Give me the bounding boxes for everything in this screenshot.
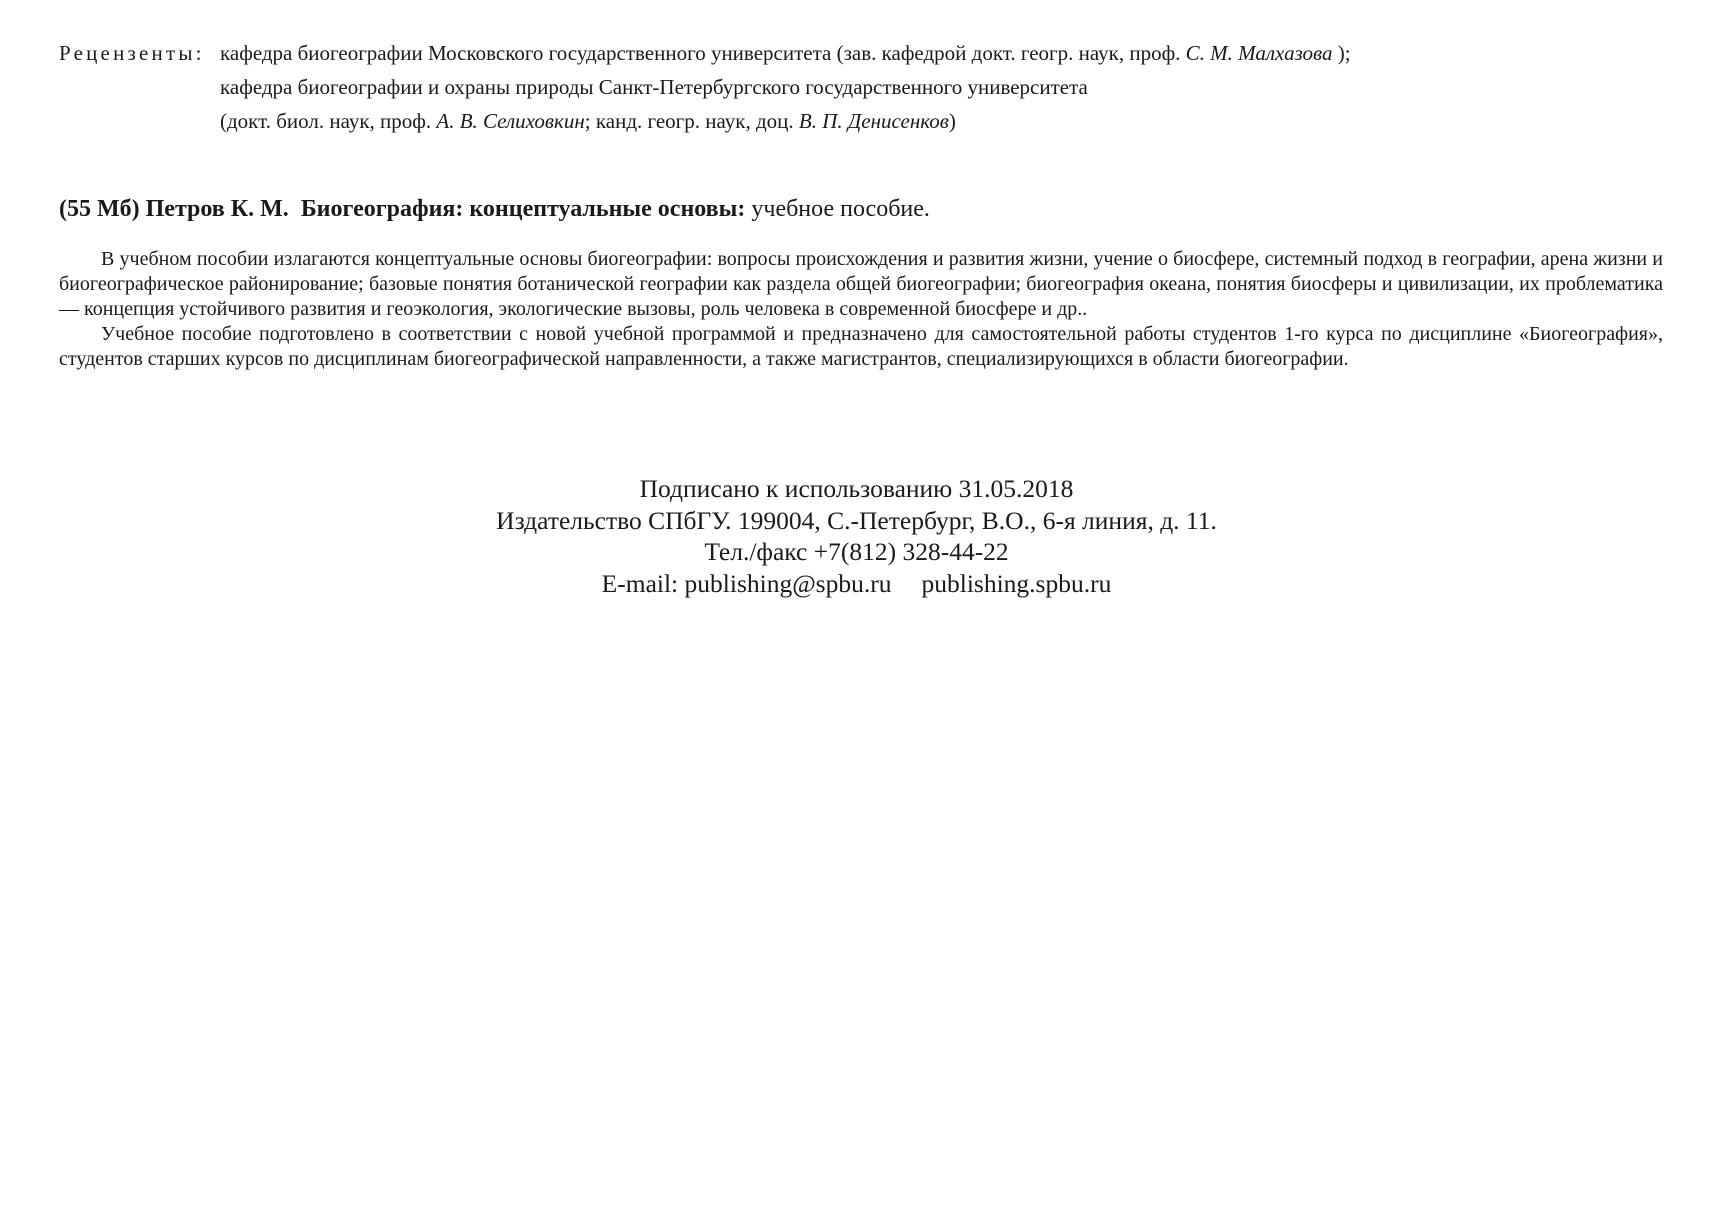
abstract [59, 247, 1663, 372]
reviewer-moscow [220, 36, 1659, 70]
reviewer-spbu-degree-1: (докт. биол. наук, проф. [220, 109, 432, 133]
book-author: Петров К. М. [145, 196, 289, 222]
reviewer-name-malkhazova: С. М. Малхазова [1185, 41, 1333, 65]
website-link[interactable]: publishing.spbu.ru [921, 568, 1112, 598]
contacts-line [0, 568, 1713, 600]
book-title: Биогеография: концептуальные основы: [300, 196, 746, 222]
reviewers-line-2 [59, 70, 1659, 104]
reviewer-spbu-degree-2: ; канд. геогр. наук, доц. [584, 109, 794, 133]
reviewer-moscow-end: ); [1337, 41, 1351, 65]
abstract-paragraph-2: Учебное пособие подготовлено в соответствии с новой учебной программой и предназначено для самостоятельной работы студентов 1-го курса по дисциплине «Биогеография», студентов старших курсов по дисциплинам биогеографической направленности, а также магистрантов, специализирующихся в области биогеографии. [59, 323, 1663, 370]
book-code: (55 Мб) [59, 196, 140, 222]
imprint-block [0, 473, 1713, 599]
phone-fax: Тел./факс +7(812) 328-44-22 [704, 537, 1009, 566]
reviewer-spbu-end: ) [948, 109, 956, 133]
reviewers-block [59, 36, 1659, 138]
abstract-paragraph-1: В учебном пособии излагаются концептуальные основы биогеографии: вопросы происхождения и развития жизни, учение о биосфере, системный подход в географии, арена жизни и биогеографическое районирование; базовые понятия ботанической географии как раздела общей биогеографии; биогеография океана, понятия биосферы и цивилизации, их проблематика — концепция устойчивого развития и геоэкология, экологические вызовы, роль человека в современной биосфере и др.. [59, 248, 1663, 320]
book-title-line [59, 193, 930, 225]
publisher-address: Издательство СПбГУ. 199004, С.-Петербург, В.О., 6-я линия, д. 11. [496, 505, 1217, 535]
reviewer-name-denisenkov: В. П. Денисенков [798, 109, 949, 133]
reviewers-line-3 [59, 104, 1659, 138]
signed-date: Подписано к использованию 31.05.2018 [639, 474, 1074, 503]
reviewer-moscow-text: кафедра биогеографии Московского государственного университета (зав. кафедрой докт. геогр. наук, проф. [220, 41, 1181, 65]
reviewer-spbu: кафедра биогеографии и охраны природы Санкт-Петербургского государственного университета [220, 75, 1088, 99]
reviewers-line-1 [59, 36, 1659, 70]
reviewer-name-selikhovkin: А. В. Селиховкин [436, 109, 585, 133]
book-type: учебное пособие. [751, 196, 930, 222]
email-link[interactable]: E-mail: publishing@spbu.ru [601, 568, 892, 598]
reviewers-label: Рецензенты: [59, 41, 205, 65]
